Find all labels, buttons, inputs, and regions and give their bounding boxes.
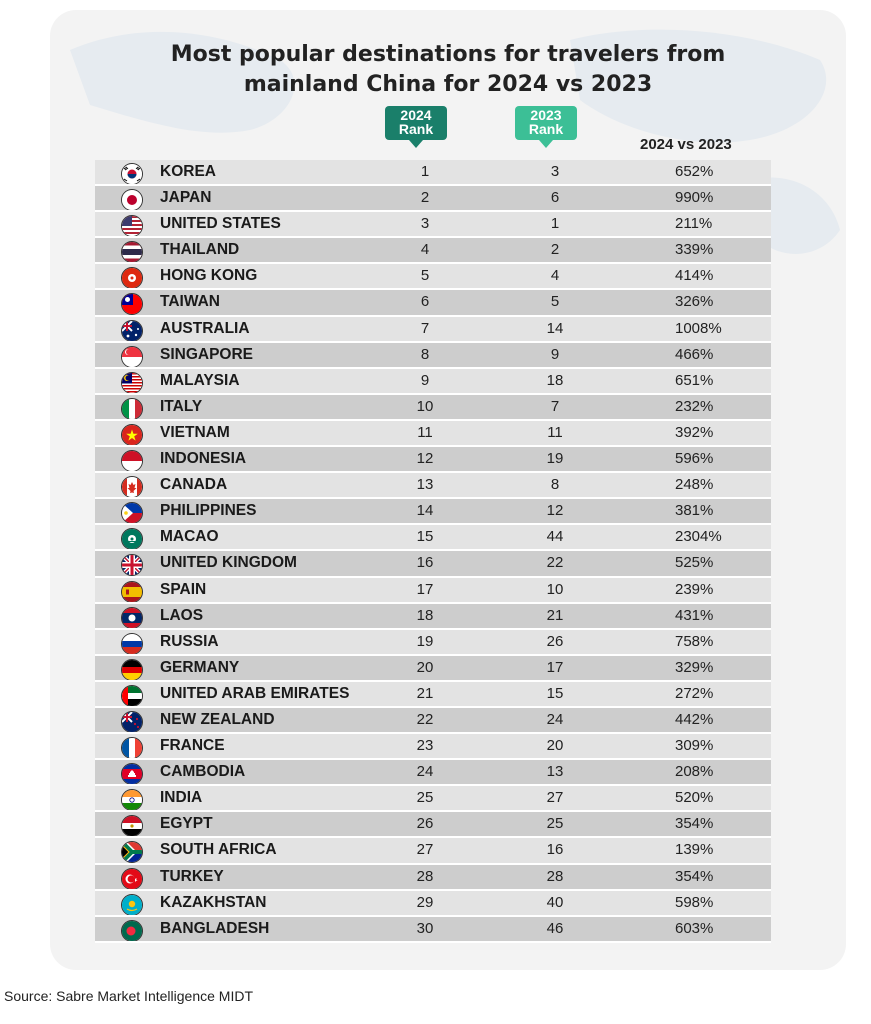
rank-2024-cell: 12 xyxy=(416,450,434,468)
rank-2023-cell: 20 xyxy=(546,737,564,755)
cambodia-flag-icon xyxy=(121,763,143,785)
change-header: 2024 vs 2023 xyxy=(640,136,732,153)
country-name: INDONESIA xyxy=(160,450,247,468)
change-cell: 139% xyxy=(675,841,714,859)
thailand-flag-icon xyxy=(121,241,143,263)
change-cell: 272% xyxy=(675,684,714,702)
rank-2024-cell: 13 xyxy=(416,476,434,494)
change-cell: 414% xyxy=(675,267,714,285)
taiwan-flag-icon xyxy=(121,293,143,315)
change-cell: 990% xyxy=(675,189,714,207)
rank-2024-cell: 23 xyxy=(416,737,434,755)
change-cell: 758% xyxy=(675,632,714,650)
rank-2024-cell: 29 xyxy=(416,893,434,911)
rank-2023-cell: 44 xyxy=(546,528,564,546)
country-name: SINGAPORE xyxy=(160,345,254,363)
rank-2023-cell: 10 xyxy=(546,580,564,598)
chart-title xyxy=(50,40,846,100)
table-row xyxy=(95,865,771,891)
rank-2023-cell: 12 xyxy=(546,502,564,520)
table-row xyxy=(95,343,771,369)
table-row xyxy=(95,160,771,186)
table-row xyxy=(95,421,771,447)
table-row xyxy=(95,264,771,290)
country-name: KOREA xyxy=(160,163,216,180)
rank-2023-cell: 11 xyxy=(547,423,563,441)
change-cell: 520% xyxy=(675,789,714,807)
russia-flag-icon xyxy=(121,633,143,655)
newzealand-flag-icon xyxy=(121,711,143,733)
change-cell: 354% xyxy=(675,815,714,833)
rank-2023-cell: 27 xyxy=(546,789,564,807)
country-name: TAIWAN xyxy=(160,293,220,311)
canada-flag-icon xyxy=(121,476,143,498)
rank-2023-cell: 18 xyxy=(546,371,564,389)
rank-2024-cell: 14 xyxy=(416,502,434,520)
rank-2023-cell: 1 xyxy=(550,215,560,233)
france-flag-icon xyxy=(121,737,143,759)
change-cell: 431% xyxy=(675,606,714,624)
country-name: NEW ZEALAND xyxy=(160,710,275,728)
change-cell: 525% xyxy=(675,554,714,572)
rank-2024-cell: 7 xyxy=(420,319,430,337)
rank-2024-cell: 30 xyxy=(416,919,434,937)
rank-2023-cell: 5 xyxy=(550,293,560,311)
rank-2023-cell: 2 xyxy=(550,241,560,259)
rank-2023-cell: 21 xyxy=(546,606,564,624)
change-cell: 596% xyxy=(675,450,714,468)
change-cell: 326% xyxy=(675,293,714,311)
rank-2024-cell: 20 xyxy=(416,658,434,676)
rank-2023-cell: 6 xyxy=(550,189,560,207)
change-cell: 211% xyxy=(675,215,713,233)
country-name: SOUTH AFRICA xyxy=(160,841,277,859)
rank-2024-cell: 3 xyxy=(420,215,430,233)
rank-2024-cell: 10 xyxy=(416,397,434,415)
country-name: PHILIPPINES xyxy=(160,502,257,520)
malaysia-flag-icon xyxy=(121,372,143,394)
rank-2023-cell: 13 xyxy=(546,763,564,781)
uk-flag-icon xyxy=(121,554,143,576)
change-cell: 232% xyxy=(675,397,714,415)
table-row xyxy=(95,786,771,812)
change-cell: 354% xyxy=(675,867,714,885)
turkey-flag-icon xyxy=(121,868,143,890)
macao-flag-icon xyxy=(121,528,143,550)
rank-2023-cell: 3 xyxy=(550,163,560,180)
rank-2023-cell: 4 xyxy=(550,267,560,285)
table-row xyxy=(95,604,771,630)
change-cell: 651% xyxy=(675,371,714,389)
rank-2023-cell: 17 xyxy=(546,658,564,676)
country-name: EGYPT xyxy=(160,815,213,833)
country-name: THAILAND xyxy=(160,241,240,259)
rank-2023-header xyxy=(515,106,577,140)
source-note: Source: Sabre Market Intelligence MIDT xyxy=(4,988,253,1004)
change-cell: 2304% xyxy=(675,528,722,546)
change-cell: 652% xyxy=(675,163,714,180)
change-cell: 466% xyxy=(675,345,714,363)
title-line-2: mainland China for 2024 vs 2023 xyxy=(243,72,653,97)
table-row xyxy=(95,917,771,943)
country-name: RUSSIA xyxy=(160,632,219,650)
rank-2024-cell: 6 xyxy=(420,293,430,311)
table-row xyxy=(95,525,771,551)
table-row xyxy=(95,395,771,421)
country-name: INDIA xyxy=(160,789,203,807)
country-name: VIETNAM xyxy=(160,423,230,441)
rank-2024-cell: 28 xyxy=(416,867,434,885)
country-name: TURKEY xyxy=(160,867,224,885)
rank-2024-cell: 25 xyxy=(416,789,434,807)
kazakhstan-flag-icon xyxy=(121,894,143,916)
hongkong-flag-icon xyxy=(121,267,143,289)
rank-2024-cell: 19 xyxy=(416,632,434,650)
table-row xyxy=(95,578,771,604)
uae-flag-icon xyxy=(121,685,143,707)
change-cell: 1008% xyxy=(675,319,722,337)
japan-flag-icon xyxy=(121,189,143,211)
table-row xyxy=(95,682,771,708)
rank-2024-year: 2024 xyxy=(400,107,432,123)
egypt-flag-icon xyxy=(121,815,143,837)
rank-2024-cell: 21 xyxy=(416,684,434,702)
change-cell: 208% xyxy=(675,763,714,781)
change-cell: 339% xyxy=(675,241,714,259)
country-name: ITALY xyxy=(160,397,203,415)
rank-2024-cell: 9 xyxy=(420,371,430,389)
rank-2024-cell: 22 xyxy=(416,710,434,728)
rank-2023-cell: 22 xyxy=(546,554,564,572)
rank-2024-cell: 1 xyxy=(420,163,430,180)
table-row xyxy=(95,551,771,577)
table-row xyxy=(95,317,771,343)
rank-2023-word: Rank xyxy=(528,121,564,137)
table-row xyxy=(95,238,771,264)
rank-2023-cell: 14 xyxy=(546,319,564,337)
table-row xyxy=(95,473,771,499)
rank-2023-cell: 28 xyxy=(546,867,564,885)
country-name: MACAO xyxy=(160,528,219,546)
country-name: KAZAKHSTAN xyxy=(160,893,267,911)
table-row xyxy=(95,656,771,682)
table-row xyxy=(95,760,771,786)
rank-2023-cell: 40 xyxy=(546,893,564,911)
rank-2024-cell: 2 xyxy=(420,189,430,207)
destinations-table xyxy=(95,160,771,943)
table-row xyxy=(95,734,771,760)
rank-2023-cell: 24 xyxy=(546,710,564,728)
country-name: UNITED KINGDOM xyxy=(160,554,297,572)
rank-2024-cell: 18 xyxy=(416,606,434,624)
italy-flag-icon xyxy=(121,398,143,420)
rank-2024-cell: 16 xyxy=(416,554,434,572)
laos-flag-icon xyxy=(121,607,143,629)
country-name: JAPAN xyxy=(160,189,212,207)
spain-flag-icon xyxy=(121,581,143,603)
title-line-1: Most popular destinations for travelers from xyxy=(170,42,726,67)
india-flag-icon xyxy=(121,789,143,811)
table-row xyxy=(95,812,771,838)
southafrica-flag-icon xyxy=(121,841,143,863)
bangladesh-flag-icon xyxy=(121,920,143,942)
rank-2024-cell: 11 xyxy=(417,423,433,441)
philippines-flag-icon xyxy=(121,502,143,524)
change-cell: 598% xyxy=(675,893,714,911)
rank-2024-cell: 5 xyxy=(420,267,430,285)
change-cell: 248% xyxy=(675,476,714,494)
change-cell: 309% xyxy=(675,737,714,755)
table-row xyxy=(95,838,771,864)
rank-2024-header xyxy=(385,106,447,140)
country-name: BANGLADESH xyxy=(160,919,270,937)
change-cell: 329% xyxy=(675,658,714,676)
usa-flag-icon xyxy=(121,215,143,237)
germany-flag-icon xyxy=(121,659,143,681)
country-name: HONG KONG xyxy=(160,267,258,285)
australia-flag-icon xyxy=(121,320,143,342)
country-name: FRANCE xyxy=(160,737,225,755)
indonesia-flag-icon xyxy=(121,450,143,472)
rank-2023-cell: 26 xyxy=(546,632,564,650)
country-name: LAOS xyxy=(160,606,204,624)
rank-2024-cell: 17 xyxy=(416,580,434,598)
country-name: SPAIN xyxy=(160,580,207,598)
table-row xyxy=(95,447,771,473)
rank-2024-cell: 8 xyxy=(420,345,430,363)
rank-2023-cell: 46 xyxy=(546,919,564,937)
table-row xyxy=(95,212,771,238)
table-row xyxy=(95,290,771,316)
rank-2023-year: 2023 xyxy=(530,107,562,123)
vietnam-flag-icon xyxy=(121,424,143,446)
rank-2023-cell: 19 xyxy=(546,450,564,468)
country-name: AUSTRALIA xyxy=(160,319,250,337)
country-name: UNITED STATES xyxy=(160,215,281,233)
country-name: CANADA xyxy=(160,476,228,494)
infographic-card xyxy=(50,10,846,970)
country-name: UNITED ARAB EMIRATES xyxy=(160,684,350,702)
rank-2023-cell: 7 xyxy=(550,397,560,415)
table-row xyxy=(95,369,771,395)
rank-2023-cell: 8 xyxy=(550,476,560,494)
rank-2024-cell: 15 xyxy=(416,528,434,546)
rank-2023-cell: 25 xyxy=(546,815,564,833)
rank-2023-cell: 15 xyxy=(546,684,564,702)
change-cell: 381% xyxy=(675,502,714,520)
rank-2024-cell: 24 xyxy=(416,763,434,781)
table-row xyxy=(95,630,771,656)
change-cell: 603% xyxy=(675,919,714,937)
rank-2024-word: Rank xyxy=(398,121,434,137)
rank-2023-cell: 16 xyxy=(546,841,564,859)
table-row xyxy=(95,499,771,525)
change-cell: 442% xyxy=(675,710,714,728)
country-name: GERMANY xyxy=(160,658,240,676)
table-row xyxy=(95,891,771,917)
change-cell: 239% xyxy=(675,580,714,598)
country-name: MALAYSIA xyxy=(160,371,240,389)
rank-2024-cell: 26 xyxy=(416,815,434,833)
table-row xyxy=(95,708,771,734)
change-cell: 392% xyxy=(675,423,714,441)
country-name: CAMBODIA xyxy=(160,763,246,781)
korea-flag-icon xyxy=(121,163,143,185)
table-row xyxy=(95,186,771,212)
singapore-flag-icon xyxy=(121,346,143,368)
rank-2024-cell: 4 xyxy=(420,241,430,259)
rank-2023-cell: 9 xyxy=(550,345,560,363)
rank-2024-cell: 27 xyxy=(416,841,434,859)
